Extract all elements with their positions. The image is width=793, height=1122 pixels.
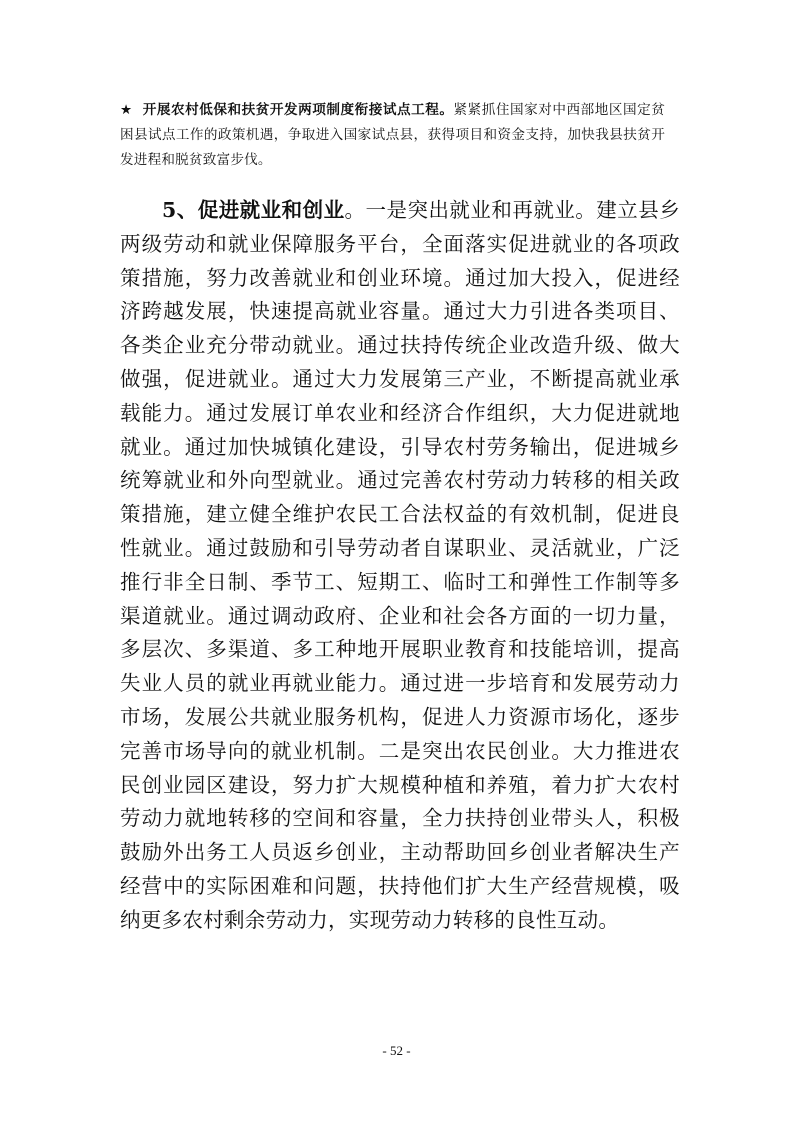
section-body: 一是突出就业和再就业。建立县乡两级劳动和就业保障服务平台，全面落实促进就业的各项政策措施，努力改善就业和创业环境。通过加大投入，促进经济跨越发展，快速提高就业容量。通过大力引进各类项目、各类企业充分带动就业。通过扶持传统企业改造升级、做大做强，促进就业。通过大力发展第三产业，不断提高就业承载能力。通过发展订单农业和经济合作组织，大力促进就地就业。通过加快城镇化建设，引导农村劳务输出，促进城乡统筹就业和外向型就业。通过完善农村劳动力转移的相关政策措施，建立健全维护农民工合法权益的有效机制，促进良性就业。通过鼓励和引导劳动者自谋职业、灵活就业，广泛推行非全日制、季节工、短期工、临时工和弹性工作制等多渠道就业。通过调动政府、企业和社会各方面的一切力量，多层次、多渠道、多工种地开展职业教育和技能培训，提高失业人员的就业再就业能力。通过进一步培育和发展劳动力市场，发展公共就业服务机构，促进人力资源市场化，逐步完善市场导向的就业机制。二是突出农民创业。大力推进农民创业园区建设，努力扩大规模种植和养殖，着力扩大农村劳动力就地转移的空间和容量，全力扶持创业带头人，积极鼓励外出务工人员返乡创业，主动帮助回乡创业者解决生产经营中的实际困难和问题，扶持他们扩大生产经营规模，吸纳更多农村剩余劳动力，实现劳动力转移的良性互动。: [120, 198, 680, 932]
highlight-note: [120, 98, 665, 173]
section-heading-punct: 。: [344, 198, 366, 222]
page-number: - 52 -: [382, 1043, 411, 1058]
note-body: 紧紧抓住国家对中西部地区国定贫困县试点工作的政策机遇，争取进入国家试点县，获得项目和资金支持，加快我县扶贫开发进程和脱贫致富步伐。: [120, 102, 666, 168]
note-title: 开展农村低保和扶贫开发两项制度衔接试点工程。: [142, 102, 454, 118]
section-heading: 5、促进就业和创业: [162, 198, 345, 222]
star-icon: ★: [120, 102, 133, 118]
section-paragraph: [120, 194, 680, 938]
